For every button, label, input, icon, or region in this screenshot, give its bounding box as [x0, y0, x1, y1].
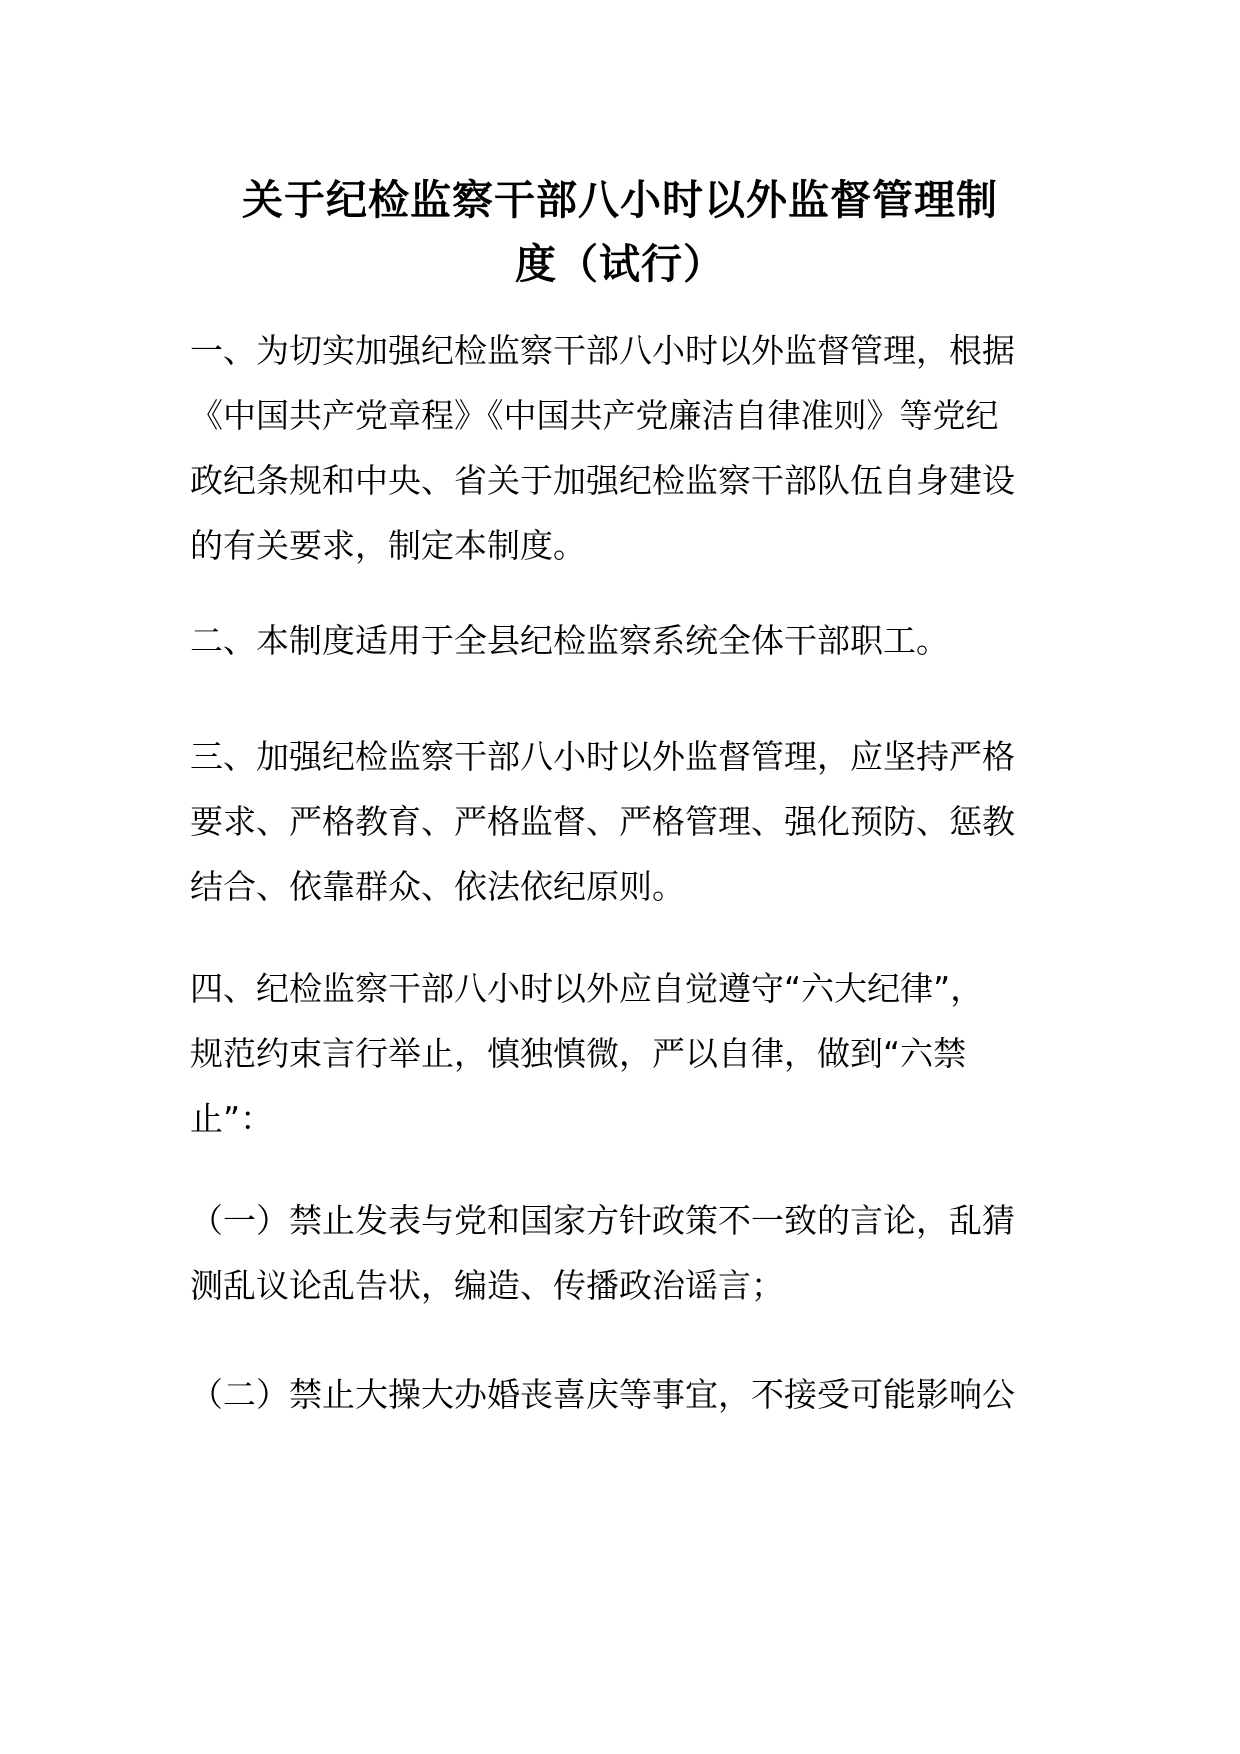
paragraph-2 — [190, 608, 1060, 673]
title-line-2: 度（试行） — [515, 240, 725, 288]
paragraph-3 — [190, 724, 1060, 919]
paragraph-line: 四、纪检监察干部八小时以外应自觉遵守“六大纪律”， — [190, 969, 984, 1008]
paragraph-line: 三、加强纪检监察干部八小时以外监督管理，应坚持严格 — [190, 737, 1015, 776]
paragraph-line: 规范约束言行举止，慎独慎微，严以自律，做到“六禁 — [190, 1034, 967, 1073]
paragraph-line: 二、本制度适用于全县纪检监察系统全体干部职工。 — [190, 621, 949, 660]
paragraph-line: 政纪条规和中央、省关于加强纪检监察干部队伍自身建设 — [190, 461, 1015, 500]
document-title — [190, 168, 1050, 296]
paragraph-line: 要求、严格教育、严格监督、严格管理、强化预防、惩教 — [190, 802, 1015, 841]
paragraph-line: 《中国共产党章程》《中国共产党廉洁自律准则》等党纪 — [190, 396, 999, 435]
paragraph-6 — [190, 1362, 1060, 1427]
paragraph-line: 止”： — [190, 1099, 274, 1138]
paragraph-line: 结合、依靠群众、依法依纪原则。 — [190, 867, 685, 906]
paragraph-1 — [190, 318, 1060, 578]
paragraph-5 — [190, 1188, 1060, 1318]
paragraph-line: 测乱议论乱告状，编造、传播政治谣言； — [190, 1266, 784, 1305]
paragraph-line: （一）禁止发表与党和国家方针政策不一致的言论，乱猜 — [190, 1201, 1015, 1240]
paragraph-line: 的有关要求，制定本制度。 — [190, 526, 586, 565]
paragraph-4 — [190, 956, 1060, 1151]
paragraph-line: 一、为切实加强纪检监察干部八小时以外监督管理，根据 — [190, 331, 1015, 370]
paragraph-line: （二）禁止大操大办婚丧喜庆等事宜，不接受可能影响公 — [190, 1375, 1015, 1414]
title-line-1: 关于纪检监察干部八小时以外监督管理制 — [242, 176, 998, 224]
